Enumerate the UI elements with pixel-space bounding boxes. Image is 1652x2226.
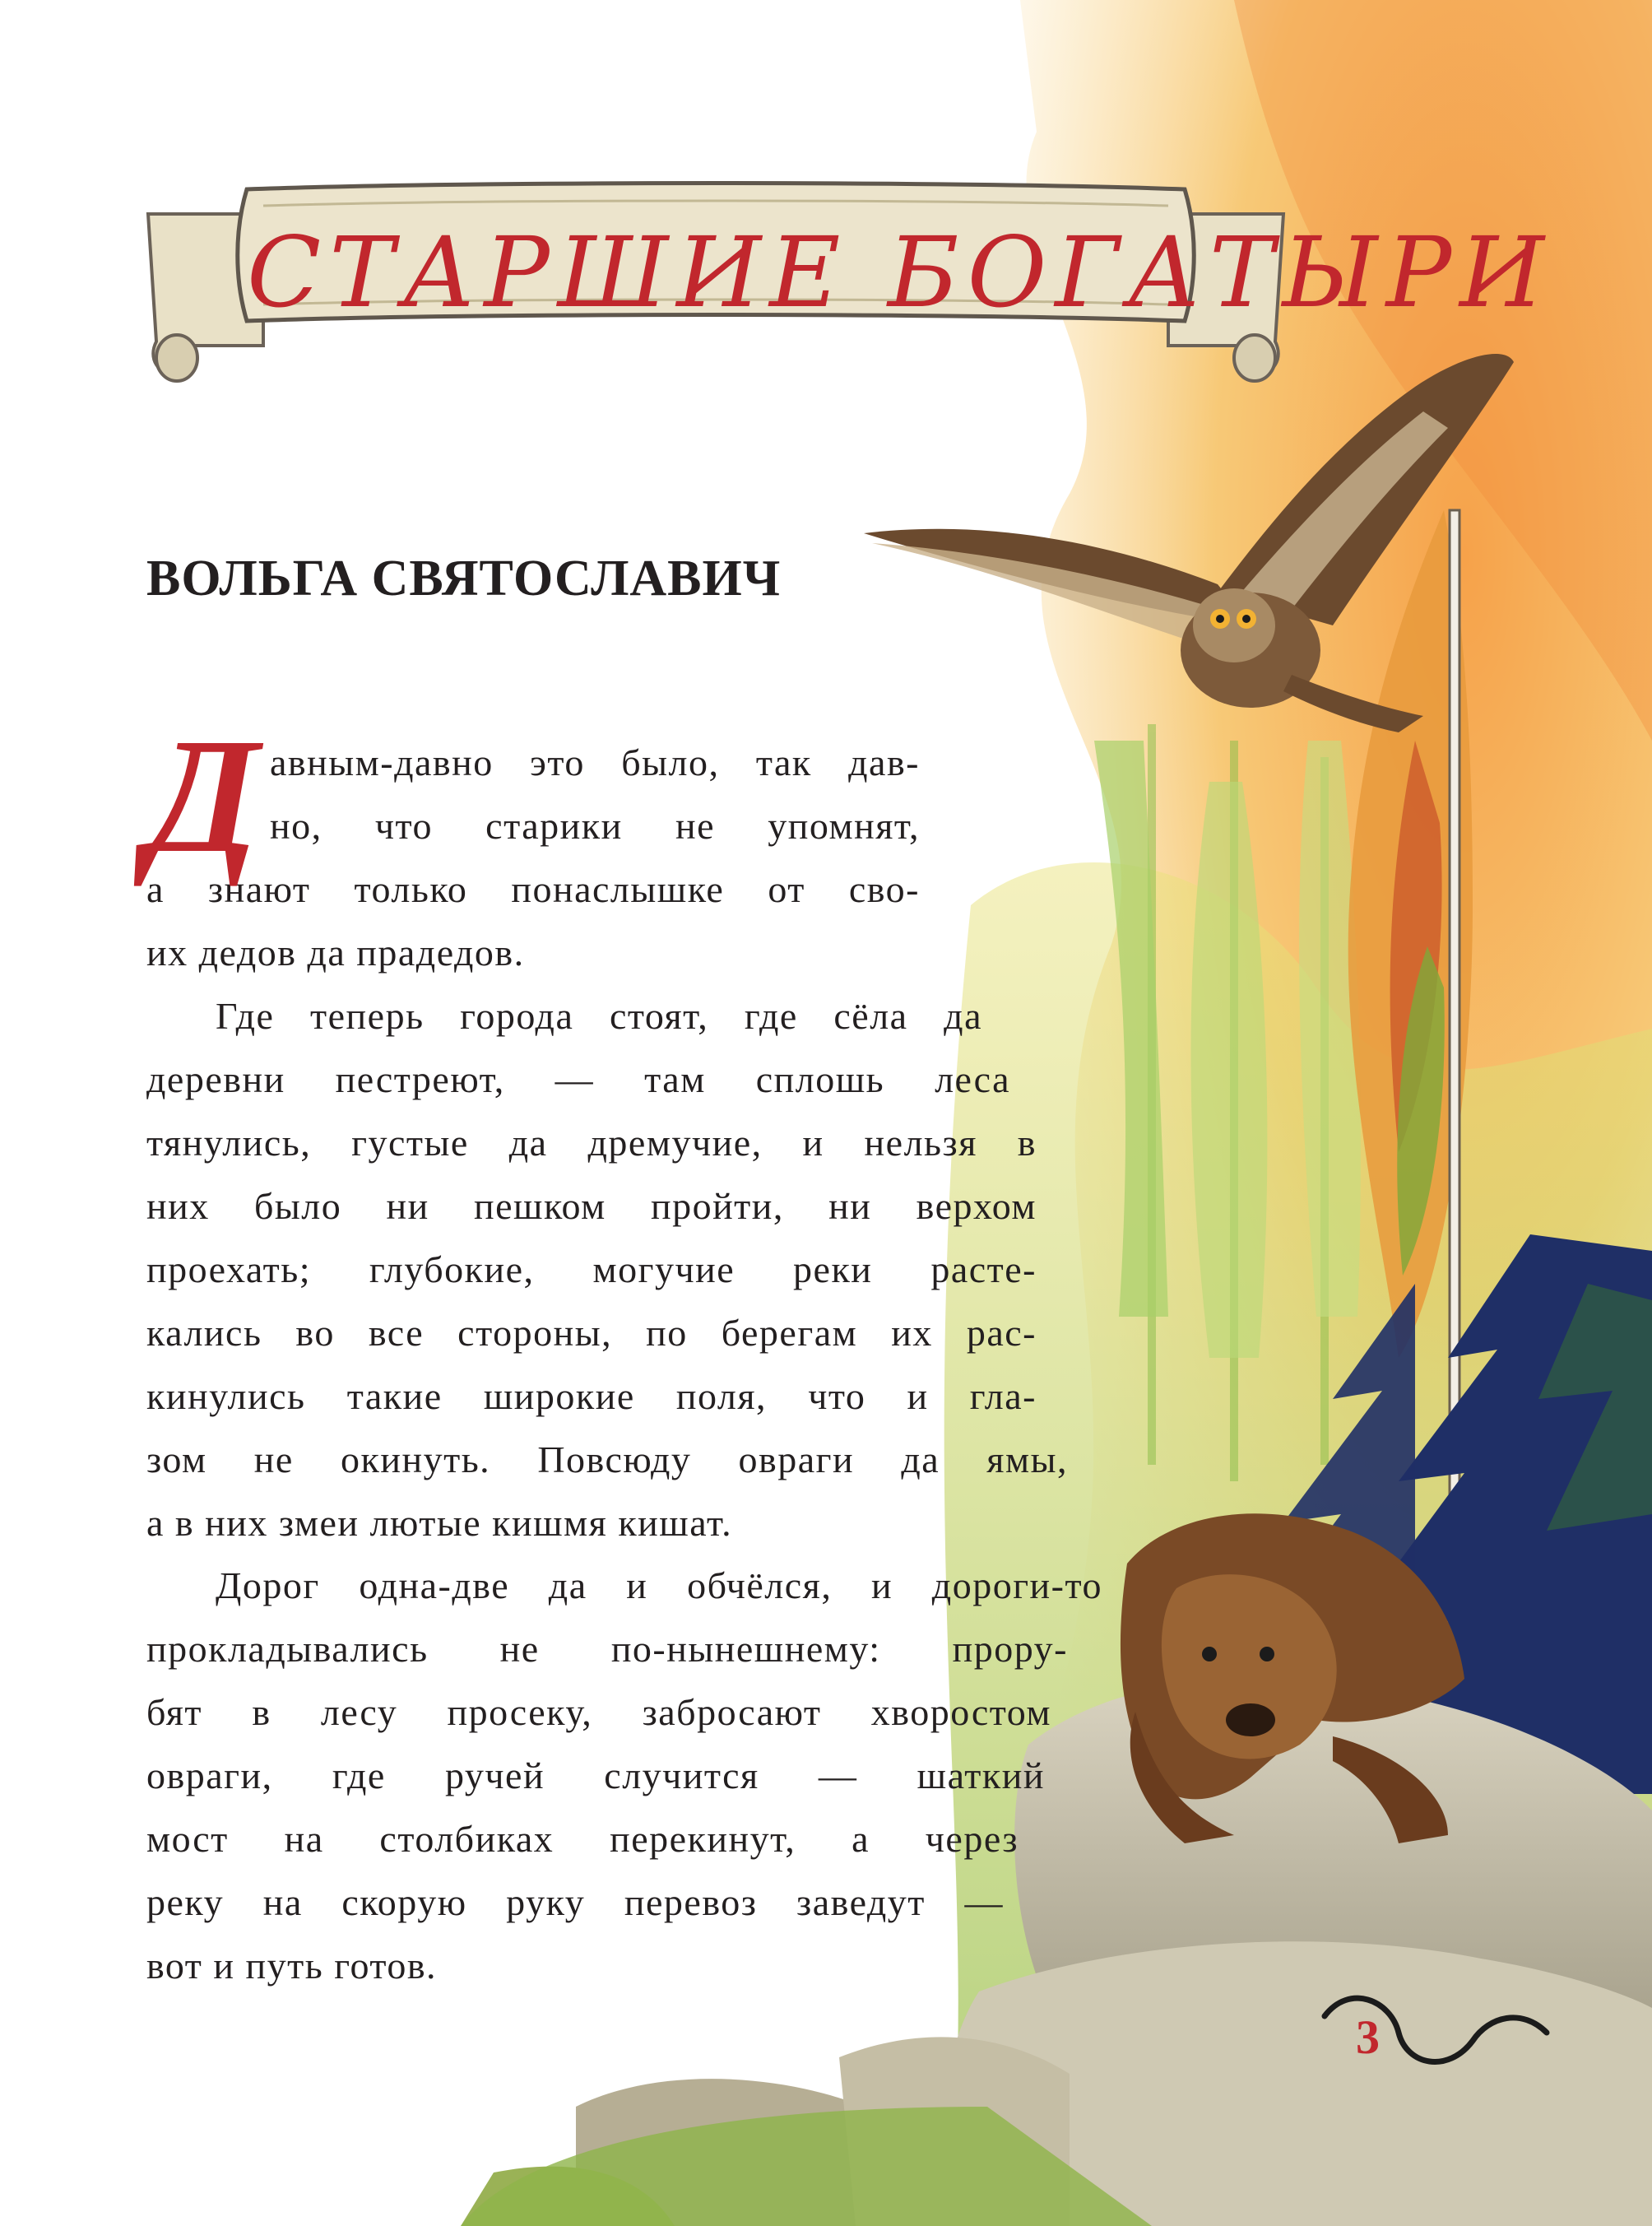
text-line: них было ни пешком пройти, ни верхом bbox=[146, 1185, 1037, 1227]
text-line: мост на столбиках перекинут, а через bbox=[146, 1818, 1019, 1860]
text-line: Где теперь города стоят, где сёла да bbox=[216, 995, 982, 1037]
text-line: Дорог одна-две да и обчёлся, и дороги-то bbox=[216, 1564, 1102, 1606]
text-line: деревни пестреют, — там сплошь леса bbox=[146, 1058, 1010, 1100]
text-line: вот и путь готов. bbox=[146, 1945, 438, 1987]
text-line: кались во все стороны, по берегам их рас- bbox=[146, 1312, 1037, 1354]
text-line: их дедов да прадедов. bbox=[146, 932, 525, 974]
page-number: 3 bbox=[1356, 2010, 1380, 2064]
drop-cap: Д bbox=[146, 705, 259, 887]
text-line: реку на скорую руку перевоз заведут — bbox=[146, 1881, 1004, 1923]
text-line: проехать; глубокие, могучие реки расте- bbox=[146, 1248, 1037, 1290]
text-line: а в них змеи лютые кишмя кишат. bbox=[146, 1502, 733, 1544]
text-line: бят в лесу просеку, забросают хворостом bbox=[146, 1691, 1051, 1733]
text-line: авным-давно это было, так дав- bbox=[270, 741, 920, 783]
text-line: кинулись такие широкие поля, что и гла- bbox=[146, 1375, 1037, 1417]
text-line: а знают только понаслышке от сво- bbox=[146, 868, 920, 910]
text-line: зом не окинуть. Повсюду овраги да ямы, bbox=[146, 1438, 1068, 1480]
chapter-title: ВОЛЬГА СВЯТОСЛАВИЧ bbox=[146, 551, 782, 606]
text-line: прокладывались не по-нынешнему: прору- bbox=[146, 1628, 1068, 1670]
text-line: но, что старики не упомнят, bbox=[270, 805, 920, 847]
section-title: СТАРШИЕ БОГАТЫРИ bbox=[247, 216, 1553, 329]
text-line: овраги, где ручей случится — шаткий bbox=[146, 1754, 1045, 1796]
text-line: тянулись, густые да дремучие, и нельзя в bbox=[146, 1122, 1037, 1164]
